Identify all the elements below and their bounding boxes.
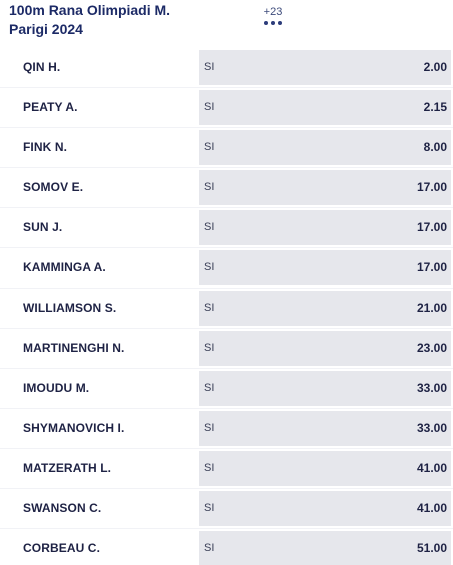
outcome-label: SI [204,221,215,234]
selection-row [0,289,453,329]
athlete-name: IMOUDU M. [23,380,90,395]
more-dots-icon [256,21,290,25]
odds-value: 17.00 [416,180,447,195]
selection-row [0,329,453,369]
odds-button[interactable] [199,451,451,486]
odds-value: 2.00 [423,60,447,74]
event-header [0,0,453,44]
outcome-label: SI [204,301,215,314]
selection-row [0,128,453,168]
athlete-name: MATZERATH L. [23,460,112,475]
odds-value: 41.00 [416,460,447,475]
outcome-label: SI [204,101,215,114]
outcome-label: SI [204,542,215,555]
event-title: 100m Rana Olimpiadi M. Parigi 2024 [9,2,171,37]
athlete-name: MARTINENGHI N. [23,340,125,355]
odds-button[interactable] [199,371,451,406]
odds-value: 41.00 [416,501,447,516]
odds-button[interactable] [199,210,451,245]
odds-value: 8.00 [423,140,447,155]
selection-row [0,449,453,489]
odds-button[interactable] [199,291,451,326]
odds-button[interactable] [199,130,451,165]
outcome-label: SI [204,381,215,394]
outcome-label: SI [204,141,215,154]
odds-value: 17.00 [416,220,447,235]
odds-button[interactable] [199,331,451,366]
odds-button[interactable] [199,250,451,285]
selection-row [0,168,453,208]
odds-button[interactable] [199,90,451,125]
selection-list [0,48,453,565]
odds-value: 33.00 [416,380,447,395]
selection-row [0,529,453,565]
odds-value: 17.00 [416,260,447,275]
selection-row [0,88,453,128]
more-markets-count: +23 [263,6,283,18]
outcome-label: SI [204,341,215,354]
selection-row [0,489,453,529]
selection-row [0,369,453,409]
outcome-label: SI [204,461,215,474]
odds-value: 21.00 [416,300,447,315]
selection-row [0,409,453,449]
odds-button[interactable] [199,491,451,526]
odds-button[interactable] [199,50,451,85]
outcome-label: SI [204,502,215,515]
athlete-name: FINK N. [23,140,68,155]
outcome-label: SI [204,421,215,434]
athlete-name: SWANSON C. [23,501,102,516]
athlete-name: KAMMINGA A. [23,260,106,275]
odds-value: 51.00 [416,541,447,556]
odds-button[interactable] [199,411,451,446]
odds-button[interactable] [199,531,451,565]
selection-row [0,48,453,88]
selection-row [0,248,453,288]
odds-value: 33.00 [416,420,447,435]
athlete-name: SOMOV E. [23,180,84,195]
outcome-label: SI [204,61,215,73]
athlete-name: WILLIAMSON S. [23,300,117,315]
athlete-name: SUN J. [23,220,63,235]
selection-row [0,208,453,248]
outcome-label: SI [204,261,215,274]
athlete-name: SHYMANOVICH I. [23,420,125,435]
athlete-name: PEATY A. [23,100,78,115]
odds-value: 2.15 [423,100,447,115]
odds-button[interactable] [199,170,451,205]
odds-value: 23.00 [416,340,447,355]
outcome-label: SI [204,181,215,194]
more-markets-button[interactable] [256,6,290,28]
athlete-name: CORBEAU C. [23,541,101,556]
athlete-name: QIN H. [23,60,61,74]
